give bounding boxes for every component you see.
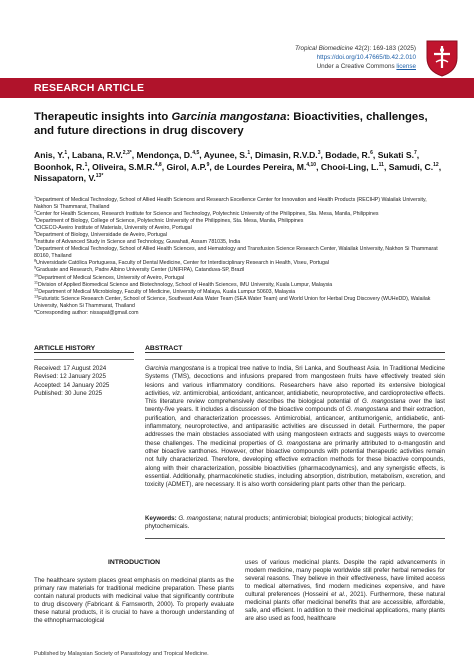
- author-affiliation-marker: 1: [84, 161, 88, 168]
- affiliation-marker: 7: [34, 244, 37, 249]
- affiliation-text: Department of Medical Sciences, University of Aveiro, Portugal: [38, 274, 185, 281]
- abstract-italic: G. mangostana: [277, 439, 321, 447]
- affiliation-item: [34, 272, 446, 282]
- affiliation-text: Universidade Católica Portuguesa, Faculty of Dental Medicine, Center for Interdisciplinary Research in Health, Viseu, Portugal: [36, 260, 330, 267]
- author-affiliation-marker: 12: [433, 161, 439, 168]
- affiliation-marker: 9: [34, 265, 37, 270]
- author-text: Labana, R.V.: [71, 150, 123, 160]
- affiliation-marker: 12: [34, 286, 39, 291]
- abstract-segment: is a tropical tree native to India, Sri Lanka, and Southeast Asia. In Traditional Medicine Systems (TMS), decoctions and infusions prepared from mangosteen fruits have effectively treated skin lesions and various inflammatory conditions. Researchers have also reported its extensive biological activities,: [145, 365, 445, 397]
- abstract-text: [145, 365, 445, 489]
- affiliation-marker: 8: [34, 258, 37, 263]
- author-name: [204, 150, 250, 160]
- abstract-rule: [145, 352, 445, 353]
- affiliation-text: Division of Applied Biomedical Science and Biotechnology, School of Health Sciences, IMU University, Kuala Lumpur, Malaysia: [37, 281, 333, 288]
- abstract-rule-2: [145, 359, 445, 360]
- author-name: [378, 150, 417, 160]
- article-history: [34, 365, 134, 398]
- affiliation-text: Department of Medical Microbiology, Faculty of Medicine, University of Malaya, Kuala Lumpur 50603, Malaysia: [38, 288, 296, 295]
- abstract-segment: antimicrobial, antioxidant, anticancer, antidiabetic, neuroprotective, and cardioprotective effects. This literature review comprehensively describes the biological potential of: [145, 389, 445, 406]
- affiliation-item: [34, 195, 446, 214]
- history-line: Received: 17 August 2024: [34, 365, 107, 372]
- author-name: [34, 162, 87, 172]
- affiliation-marker: 3: [34, 216, 37, 221]
- author-text: Samudi, C.: [388, 161, 434, 172]
- author-affiliation-marker: 2,3*: [122, 150, 132, 157]
- title-part-2: : Bioactivities, challenges, and future directions in drug discovery: [34, 111, 428, 137]
- affiliation-item: [34, 279, 446, 289]
- author-name: [72, 150, 132, 160]
- author-text: Boonhok, R.: [34, 161, 85, 172]
- author-text: de Lourdes Pereira, M.: [214, 161, 307, 172]
- author-text: Mendonça, D.: [136, 150, 193, 160]
- article-type-banner: [0, 78, 474, 98]
- affiliation-text: Department of Biology, College of Science, Polytechnic University of the Philippines, Sta. Mesa, Manila, Philippines: [36, 218, 304, 225]
- author-affiliation-marker: 6: [370, 150, 373, 157]
- journal-citation: 42(2): 169-183 (2025): [354, 45, 416, 52]
- affiliation-text: CICECO-Aveiro Institute of Materials, University of Aveiro, Portugal: [36, 225, 192, 232]
- affiliation-marker: 2: [34, 209, 37, 214]
- affiliation-marker: 1: [34, 195, 37, 200]
- author-affiliation-marker: 3: [317, 150, 321, 157]
- journal-header: [295, 44, 416, 71]
- history-heading: ARTICLE HISTORY: [34, 345, 96, 352]
- intro-col2-italic: et al.: [331, 591, 346, 599]
- author-text: Girol, A.P.: [166, 161, 207, 172]
- author-text: Bodade, R.: [325, 150, 371, 160]
- publisher-footer: Published by Malaysian Society of Parasitology and Tropical Medicine.: [34, 651, 209, 657]
- author-text: Nissapatorn, V.: [34, 173, 96, 184]
- journal-name: Tropical Biomedicine: [295, 45, 353, 52]
- license-prefix: Under a Creative Commons: [316, 63, 395, 70]
- history-line: Published: 30 June 2025: [34, 389, 103, 397]
- affiliation-text: Graduate and Research, Padre Albino University Center (UNIFIPA), Catanduva-SP, Brazil: [36, 267, 245, 274]
- author-name: [34, 150, 67, 160]
- introduction-column-2: [245, 559, 445, 623]
- author-name: [255, 150, 321, 160]
- affiliation-text: Department of Medical Technology, School of Allied Health Sciences, and Hematology and Transfusion Science Research Center, Walailak University, Nakhon Si Thammarat 80160, Thailand: [34, 246, 438, 260]
- affiliation-text: Futuristic Science Research Center, School of Science, Southeast Asia Water Team (SEA Water Team) and World Union for Herbal Drug Discovery (WUHeDD), Walailak University, Nakhon Si Thammarat, Thailand: [34, 295, 431, 309]
- abstract-italic: G. mangostana: [345, 406, 389, 414]
- keywords: [145, 515, 445, 532]
- author-affiliation-marker: 4,5: [192, 150, 200, 157]
- author-name: [389, 162, 439, 172]
- affiliation-item: [34, 310, 446, 317]
- introduction-heading: INTRODUCTION: [107, 559, 161, 566]
- author-name: [34, 173, 103, 183]
- intro-col2-part-2: , 2021). Furthermore, these natural medicinal plants offer medicinal benefits that are accessible, affordable, safe, and efficient. In addition to their medicinal applications, many plants are also used as food, healthcare: [245, 591, 445, 623]
- author-name: [166, 162, 209, 172]
- affiliation-text: Department of Biology, Universidade de Aveiro, Portugal: [36, 232, 167, 239]
- author-text: Ayunee, S.: [203, 150, 248, 160]
- abstract-italic: viz.: [172, 389, 182, 397]
- affiliation-marker: 10: [34, 272, 39, 277]
- abstract-segment: over the last twenty-five years. It includes a discussion of the bioactive compounds of: [145, 398, 445, 414]
- introduction-column-1: The healthcare system places great emphasis on medicinal plants as the primary raw materials for traditional medicine preparation. These plants contain natural products with medicinal value that significantly contribute to drug discovery (Fabricant & Farnsworth, 2000). To properly evaluate these natural products, it is crucial to have a thorough understanding of the ethnopharmacological: [34, 577, 234, 625]
- affiliation-marker: 4: [34, 223, 37, 228]
- author-text: Oliveira, S.M.R.: [92, 161, 155, 172]
- author-name: [136, 150, 199, 160]
- affiliation-marker: 5: [34, 230, 37, 235]
- doi-link[interactable]: https://doi.org/10.47665/tb.42.2.010: [316, 54, 416, 61]
- author-affiliation-marker: 1: [247, 150, 251, 157]
- abstract-segment: are primarily attributed to α-mangostin and other bioactive xanthones. However, other bioactive compounds with potential therapeutic activities remain not fully characterized. Therefore, developing effective extraction methods for these bioactive compounds, along with their characterization, possible bioactivities (pharmacodynamics), and any synergistic effects, is essential. Additionally, pharmacokinetic studies, including absorption, distribution, metabolism, excretion, and toxicity (ADMET), are necessary. It is also worth considering plant parts other than the pericarp.: [145, 439, 445, 489]
- title-part-1: Therapeutic insights into: [34, 111, 172, 123]
- author-name: [321, 162, 384, 172]
- author-text: Anis, Y.: [34, 150, 65, 160]
- journal-shield-logo: [424, 38, 460, 78]
- affiliation-text: Institute of Advanced Study in Science and Technology, Guwahati, Assam 781035, India: [36, 239, 241, 246]
- abstract-italic: G. mangostana: [361, 398, 406, 406]
- affiliation-text: Center for Health Sciences, Research Institute for Science and Technology, Polytechnic University of the Philippines, Sta. Mesa, Manila, Philippines: [36, 211, 379, 218]
- intro-col2-part-1: uses of various medicinal plants. Despite the rapid advancements in modern medicine, many people worldwide still prefer herbal remedies for several reasons. They believe in their effectiveness, have limited access to medical alternatives, find modern medicines expensive, and have cultural preferences (Hosseini: [245, 559, 445, 599]
- affiliation-marker: 13: [34, 293, 39, 298]
- affiliation-item: [34, 246, 446, 260]
- author-affiliation-marker: 9: [206, 161, 210, 168]
- history-line: Revised: 12 January 2025: [34, 373, 106, 381]
- abstract-segment: and their extraction, purification, and characterization processes. Antimicrobial, anticancer, antitumorigenic, antidiabetic, anti-inflammatory, neuroprotective, and antiparasitic activities are discussed in detail. Furthermore, the paper addresses the main obstacles associated with using mangosteen extracts and suggests ways to overcome these challenges. The medicinal properties of: [145, 406, 446, 447]
- affiliation-item: [34, 267, 446, 274]
- author-name: [92, 162, 162, 172]
- affiliation-list: [34, 197, 446, 317]
- author-affiliation-marker: 4,10: [306, 161, 317, 168]
- history-rule: [34, 352, 134, 353]
- history-rule-2: [34, 359, 134, 360]
- abstract-heading: ABSTRACT: [145, 345, 183, 352]
- author-text: Dimasin, R.V.D.: [254, 150, 318, 160]
- keywords-label: Keywords:: [145, 515, 177, 522]
- history-line: Accepted: 14 January 2025: [34, 381, 110, 389]
- author-affiliation-marker: 13*: [95, 173, 104, 180]
- affiliation-marker: 6: [34, 237, 37, 242]
- affiliation-text: Department of Medical Technology, School of Allied Health Sciences and Research Excellence Center for Innovation and Health Products (RECIHP) Walailak University, Nakhon Si Thammarat, Thailand: [34, 197, 427, 211]
- keywords-species: G. mangostana: [178, 515, 221, 522]
- affiliation-item: [34, 293, 446, 310]
- author-affiliation-marker: 11: [378, 161, 384, 168]
- article-title: [34, 110, 444, 138]
- author-name: [325, 150, 373, 160]
- license-link[interactable]: license: [396, 63, 416, 70]
- affiliation-marker: 11: [34, 279, 38, 284]
- affiliation-text: *Corresponding author: nissapat@gmail.com: [34, 309, 139, 316]
- keywords-rule: [145, 538, 445, 539]
- author-text: Chooi-Ling, L.: [320, 161, 379, 172]
- abstract-species: Garcinia mangostana: [145, 365, 205, 372]
- article-type: RESEARCH ARTICLE: [34, 82, 145, 94]
- author-list: Anis, Y.$^1$, Labana, R.V.$^{2,3*}$, Mendonça, D.$^{4,5}$, Ayunee, S.$^1$, Dimasin, R.V.D.$^3$, Bodade, R.$^6$, Sukati S.$^7$, Boonhok, R.$^1$, Oliveira, S.M.R.$^{4,8}$, Girol, A.P.$^9$, de Lourdes Pereira, M.$^{4,10}$, Chooi-Ling, L.$^{11}$, Samudi, C.$^{12}$, Nissapatorn, V.$^{13*}$: [34, 150, 442, 184]
- author-affiliation-marker: 4,8: [154, 161, 162, 168]
- keywords-text: ; natural products; antimicrobial; biological products; biological activity; phytochemicals.: [145, 515, 413, 531]
- title-species: Garcinia mangostana: [171, 111, 287, 123]
- author-text: Sukati S.: [377, 150, 414, 160]
- affiliation-item: [34, 286, 446, 296]
- author-affiliation-marker: 1: [64, 150, 68, 157]
- author-affiliation-marker: 7: [414, 150, 417, 157]
- author-name: [214, 162, 316, 172]
